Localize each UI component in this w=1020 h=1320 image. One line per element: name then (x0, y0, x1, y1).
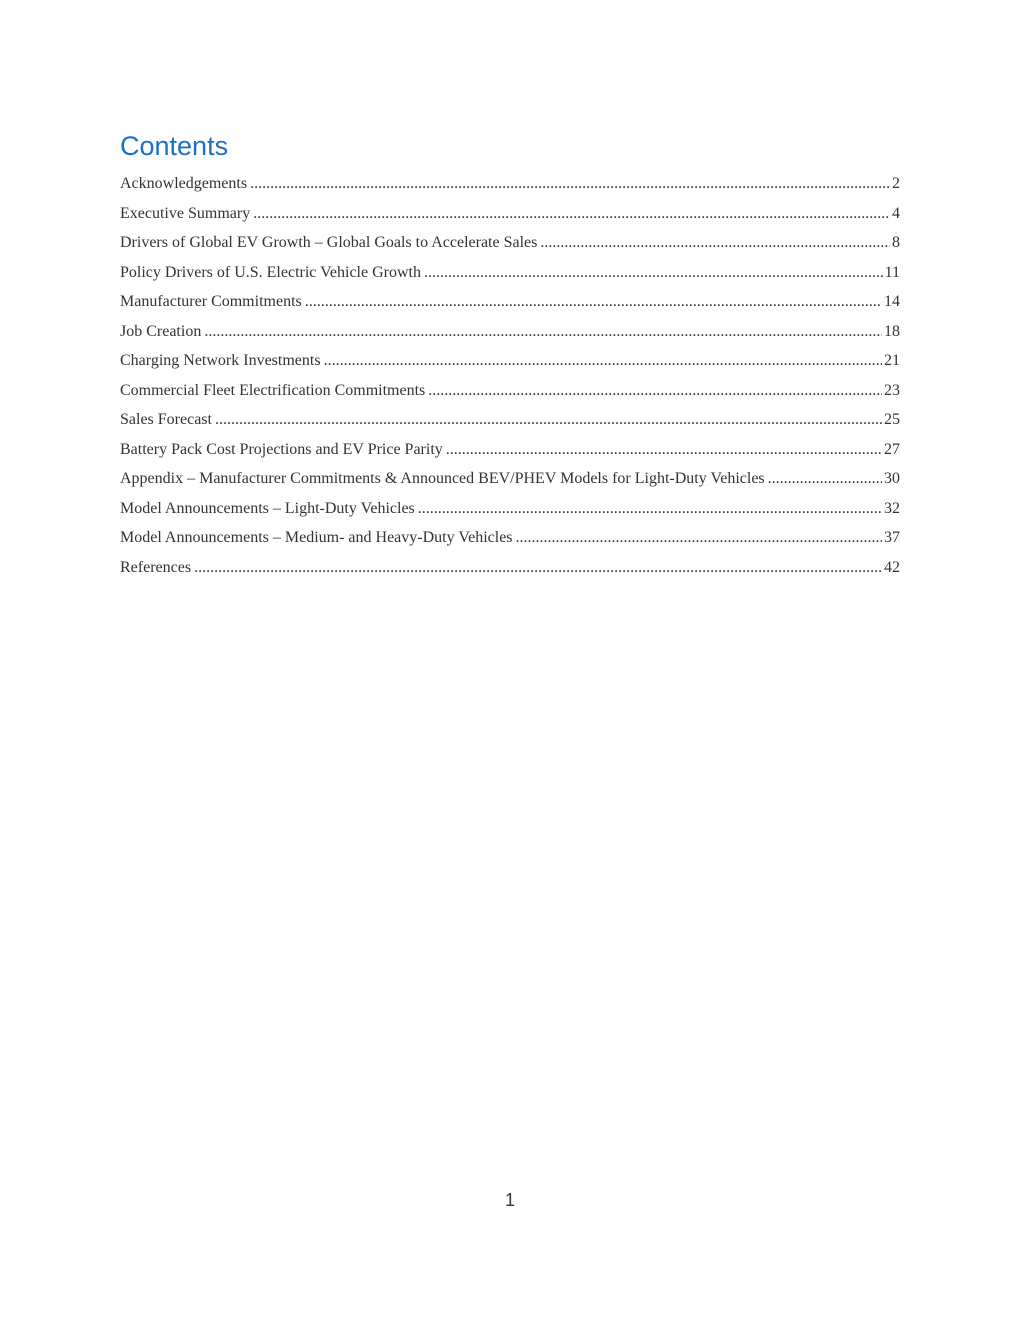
toc-entry-sales-forecast[interactable] (120, 405, 900, 435)
toc-entry-page: 14 (884, 293, 900, 310)
toc-entry-page: 18 (884, 322, 900, 340)
toc-entry-page: 11 (884, 263, 900, 281)
toc-entry-light-duty-models[interactable] (120, 494, 900, 524)
toc-entry-page: 37 (884, 529, 900, 546)
toc-entry-policy-drivers[interactable] (120, 258, 900, 288)
toc-entry-title: Policy Drivers of U.S. Electric Vehicle Growth (120, 263, 421, 281)
toc-entry-appendix[interactable] (120, 464, 900, 494)
toc-entry-job-creation[interactable] (120, 317, 900, 347)
toc-entry-title: Model Announcements – Medium- and Heavy-Duty Vehicles (120, 529, 513, 546)
toc-dot-leader (215, 405, 882, 435)
toc-entry-title: Drivers of Global EV Growth – Global Goals to Accelerate Sales (120, 234, 538, 251)
toc-dot-leader (516, 523, 882, 553)
toc-entry-page: 21 (884, 352, 900, 369)
toc-dot-leader (204, 317, 882, 347)
toc-entry-drivers-global-ev-growth[interactable] (120, 228, 900, 258)
table-of-contents (120, 169, 900, 582)
toc-entry-page: 27 (884, 440, 900, 458)
toc-entry-page: 25 (884, 411, 900, 428)
toc-entry-title: References (120, 558, 192, 576)
toc-entry-executive-summary[interactable] (120, 199, 900, 229)
toc-entry-title: Battery Pack Cost Projections and EV Price Parity (120, 440, 443, 458)
toc-entry-page: 4 (892, 204, 900, 222)
toc-dot-leader (250, 169, 890, 199)
toc-entry-medium-heavy-duty-models[interactable] (120, 523, 900, 553)
toc-entry-title: Model Announcements – Light-Duty Vehicles (120, 499, 415, 517)
toc-entry-page: 42 (884, 558, 900, 576)
toc-dot-leader (305, 287, 882, 317)
toc-dot-leader (253, 199, 890, 229)
toc-entry-charging-network[interactable] (120, 346, 900, 376)
toc-entry-page: 30 (884, 470, 900, 487)
toc-dot-leader (446, 435, 882, 465)
toc-entry-title: Commercial Fleet Electrification Commitments (120, 381, 426, 399)
toc-entry-page: 8 (892, 234, 900, 251)
contents-heading: Contents (120, 131, 229, 161)
toc-entry-page: 32 (884, 499, 900, 517)
toc-entry-title: Job Creation (120, 322, 202, 340)
toc-entry-manufacturer-commitments[interactable] (120, 287, 900, 317)
toc-dot-leader (418, 494, 882, 524)
toc-dot-leader (540, 228, 890, 258)
toc-entry-title: Charging Network Investments (120, 352, 321, 369)
toc-entry-acknowledgements[interactable] (120, 169, 900, 199)
toc-dot-leader (194, 553, 882, 583)
toc-entry-commercial-fleet[interactable] (120, 376, 900, 406)
toc-entry-page: 23 (884, 381, 900, 399)
toc-entry-references[interactable] (120, 553, 900, 583)
toc-entry-title: Manufacturer Commitments (120, 293, 302, 310)
toc-entry-title: Acknowledgements (120, 175, 248, 192)
toc-dot-leader (768, 464, 882, 494)
page-number: 1 (504, 1190, 515, 1210)
toc-entry-battery-pack-cost[interactable] (120, 435, 900, 465)
toc-entry-title: Appendix – Manufacturer Commitments & Announced BEV/PHEV Models for Light-Duty Vehicles (120, 470, 765, 487)
toc-entry-title: Executive Summary (120, 204, 251, 222)
toc-entry-title: Sales Forecast (120, 411, 212, 428)
toc-dot-leader (424, 258, 883, 288)
toc-dot-leader (324, 346, 882, 376)
toc-dot-leader (428, 376, 882, 406)
toc-entry-page: 2 (892, 175, 900, 192)
